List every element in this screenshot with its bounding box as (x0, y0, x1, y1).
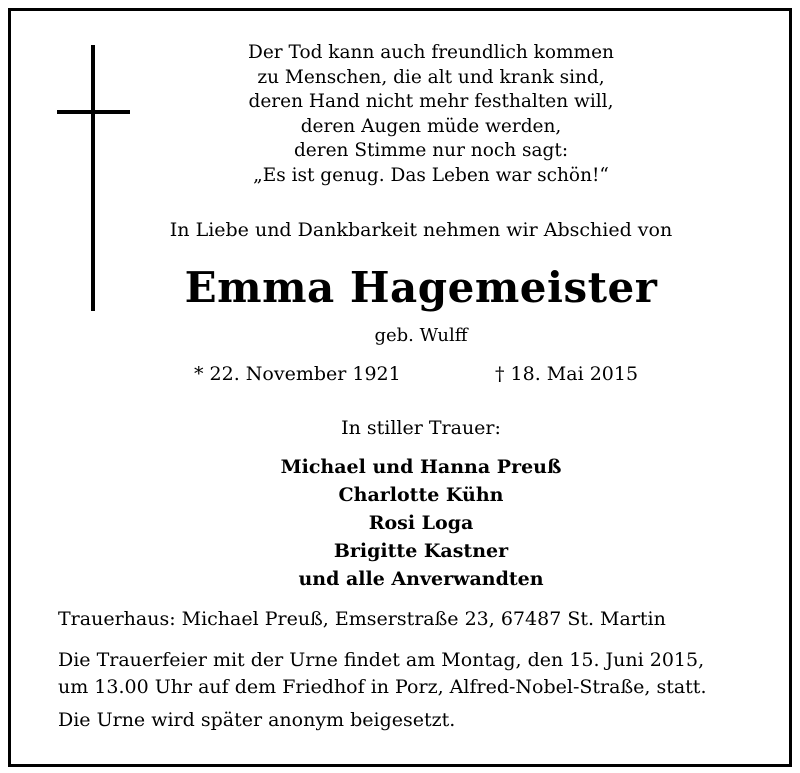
urn-note: Die Urne wird später anonym beigesetzt. (58, 709, 456, 731)
ceremony-line: um 13.00 Uhr auf dem Friedhof in Porz, Alfred-Nobel-Straße, statt. (58, 676, 707, 698)
cross-vertical-bar (91, 45, 95, 311)
poem-line: deren Augen müde werden, (300, 115, 562, 137)
deceased-name: Emma Hagemeister (184, 263, 658, 312)
poem-line: „Es ist genug. Das Leben war schön!“ (253, 164, 609, 186)
birth-date: * 22. November 1921 (194, 363, 401, 385)
death-date: † 18. Mai 2015 (495, 363, 639, 385)
mourner: und alle Anverwandten (298, 568, 544, 590)
house-of-mourning: Trauerhaus: Michael Preuß, Emserstraße 23, 67487 St. Martin (58, 608, 666, 630)
poem-line: zu Menschen, die alt und krank sind, (257, 66, 605, 88)
poem-line: deren Stimme nur noch sagt: (293, 140, 569, 161)
ceremony-line: Die Trauerfeier mit der Urne findet am Montag, den 15. Juni 2015, (58, 649, 705, 671)
mourning-label: In stiller Trauer: (341, 417, 501, 439)
maiden-name: geb. Wulff (374, 325, 468, 346)
poem-line: Der Tod kann auch freundlich kommen (248, 42, 614, 63)
mourner: Charlotte Kühn (338, 484, 504, 506)
poem-line: deren Hand nicht mehr festhalten will, (248, 91, 614, 112)
mourner: Michael und Hanna Preuß (280, 456, 562, 478)
obituary-notice (8, 8, 792, 767)
farewell-intro: In Liebe und Dankbarkeit nehmen wir Abschied von (169, 219, 673, 241)
poem (181, 41, 681, 188)
cross-horizontal-bar (57, 110, 130, 114)
mourners-list (111, 453, 731, 593)
ceremony-info (58, 647, 706, 701)
mourner: Rosi Loga (368, 512, 474, 534)
mourner: Brigitte Kastner (333, 540, 509, 562)
